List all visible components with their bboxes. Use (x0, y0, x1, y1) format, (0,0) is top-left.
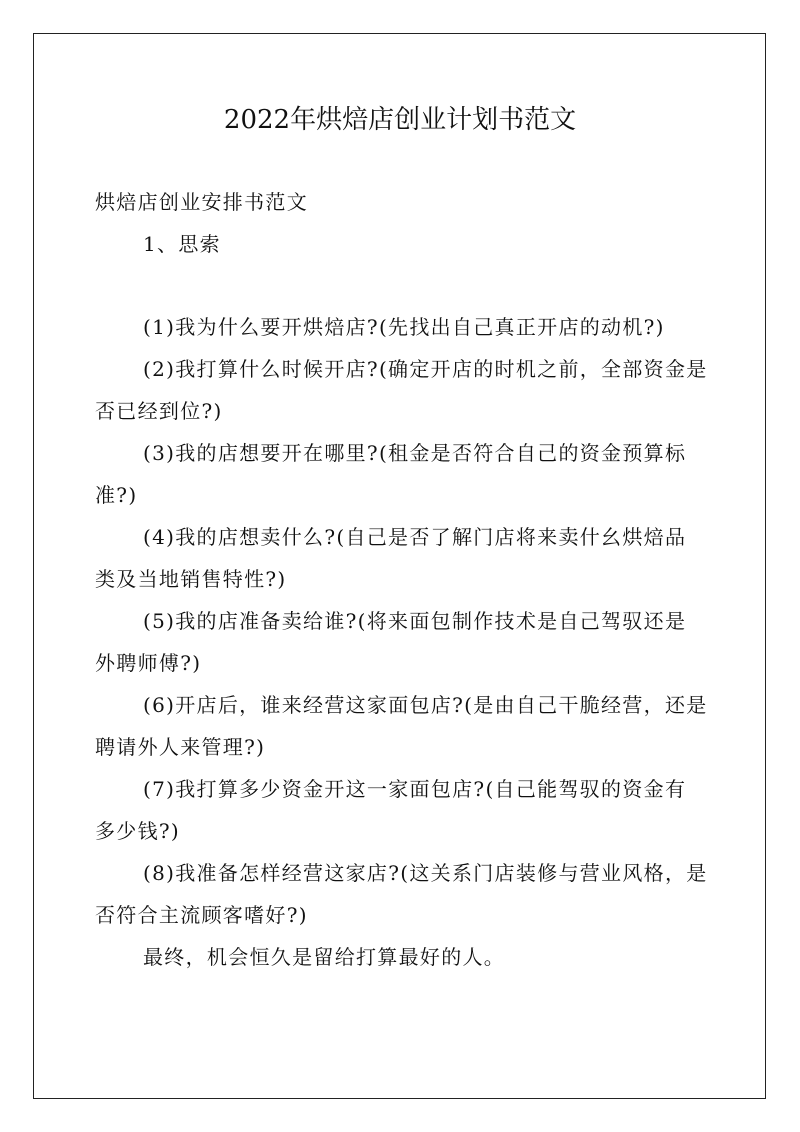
paragraph-line: (4)我的店想卖什么?(自己是否了解门店将来卖什幺烘焙品 (143, 525, 687, 549)
paragraph-line: 多少钱?) (95, 819, 181, 843)
paragraph-line: 否符合主流顾客嗜好?) (95, 903, 308, 927)
paragraph-line: 外聘师傅?) (95, 651, 202, 675)
paragraph-line: (7)我打算多少资金开这一家面包店?(自己能驾驭的资金有 (143, 777, 687, 801)
document-title: 2022年烘焙店创业计划书范文 (223, 105, 577, 135)
paragraph-line: 聘请外人来管理?) (95, 735, 266, 759)
paragraph-line: 准?) (95, 483, 138, 507)
paragraph-line: 最终，机会恒久是留给打算最好的人。 (143, 945, 506, 969)
paragraph-line: 否已经到位?) (95, 399, 223, 423)
paragraph-line: (5)我的店准备卖给谁?(将来面包制作技术是自己驾驭还是 (143, 609, 687, 633)
paragraph-line: (3)我的店想要开在哪里?(租金是否符合自己的资金预算标 (143, 441, 687, 465)
paragraph-line: (2)我打算什么时候开店?(确定开店的时机之前，全部资金是 (143, 357, 708, 381)
section-heading: 1、思索 (143, 232, 221, 256)
paragraph-line: (8)我准备怎样经营这家店?(这关系门店装修与营业风格，是 (143, 861, 708, 885)
paragraph-line: (1)我为什么要开烘焙店?(先找出自己真正开店的动机?) (143, 315, 665, 339)
paragraph-line: 类及当地销售特性?) (95, 567, 287, 591)
subtitle: 烘焙店创业安排书范文 (95, 190, 308, 214)
paragraph-line: (6)开店后，谁来经营这家面包店?(是由自己干脆经营，还是 (143, 693, 708, 717)
